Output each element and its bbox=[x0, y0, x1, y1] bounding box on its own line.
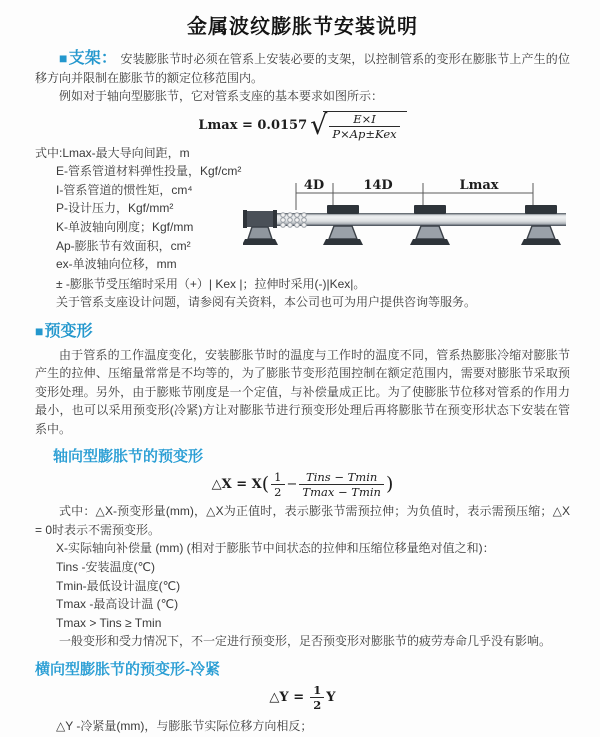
dimension-label-lmax: Lmax bbox=[459, 177, 499, 193]
formula-lmax-radicand bbox=[323, 111, 406, 140]
formula-dx-numerator: Tins − Tmin bbox=[299, 471, 384, 485]
sqrt-radical-icon: √ bbox=[310, 109, 328, 141]
definition-line: Tins -安装温度(℃) bbox=[56, 560, 156, 575]
support-intro-paragraph bbox=[35, 49, 570, 87]
half-numerator: 1 bbox=[310, 684, 324, 698]
definition-line: E-管系管道材料弹性投量，Kgf/cm² bbox=[56, 164, 242, 179]
definition-line: Tmax -最高设计温 (℃) bbox=[56, 597, 179, 612]
support-section-heading bbox=[59, 50, 117, 67]
formula-lmax bbox=[35, 111, 570, 140]
definition-line: X-实际轴向补偿量 (mm) (相对于膨胀节中间状态的拉伸和压缩位移量绝对值之和)： bbox=[56, 541, 495, 556]
dimension-label-14d: 14D bbox=[363, 177, 393, 193]
formula-dy-rhs: Y bbox=[326, 689, 336, 705]
axial-definition-list bbox=[35, 539, 570, 632]
dx-explanation-paragraph: 式中：△X-预变形量(mm)，△X为正值时，表示膨张节需预拉伸；为负值时，表示需预压缩；△X = 0时表示不需预变形。 bbox=[35, 504, 570, 537]
lateral-subsection-heading: 横向型膨胀节的预变形-冷紧 bbox=[35, 660, 220, 678]
close-paren: ) bbox=[385, 473, 394, 496]
pipe-support-diagram-svg bbox=[243, 174, 598, 254]
support-example-line: 例如对于轴向型膨胀节，它对管系支座的基本要求如图所示： bbox=[59, 89, 384, 103]
formula-lmax-numerator: E×I bbox=[329, 113, 399, 127]
definition-line: Tmin-最低设计温度(℃) bbox=[56, 578, 181, 593]
open-paren: ( bbox=[261, 473, 270, 496]
pipe-support-diagram bbox=[243, 174, 598, 254]
support-intro-text: 安装膨胀节时必须在管系上安装必要的支架，以控制管系的变形在膨胀节上产生的位移方向并限制在膨胀节的额定位移范围内。 bbox=[35, 52, 570, 85]
definition-line: ex-单波轴向位移，mm bbox=[56, 257, 177, 272]
lmax-definition-list bbox=[35, 144, 250, 274]
formula-dx-denominator: Tmax − Tmin bbox=[302, 485, 381, 500]
definition-line: P-设计压力，Kgf/mm² bbox=[56, 201, 174, 216]
section-marker-icon: ■ bbox=[35, 322, 44, 339]
formula-lmax-lhs: Lmax = 0.0157 bbox=[198, 117, 308, 133]
formula-dy-lhs: △Y = bbox=[269, 689, 305, 705]
definition-line: K-单波轴向刚度；Kgf/mm bbox=[56, 220, 194, 234]
half-denominator: 2 bbox=[313, 697, 322, 712]
half-denominator: 2 bbox=[274, 485, 282, 500]
definition-line: Ap-膨胀节有效面积，cm² bbox=[56, 238, 191, 253]
pipe-body bbox=[246, 213, 566, 226]
definition-line: I-管系管道的惯性矩，cm⁴ bbox=[56, 182, 193, 197]
service-note-line: 关于管系支座设计问题，请参阅有关资料，本公司也可为用户提供咨询等服务。 bbox=[56, 295, 477, 310]
definition-line: Tmax > Tins ≥ Tmin bbox=[56, 615, 162, 630]
pm-note-line: ± -膨胀节受压缩时采用（+）| Kex |；拉伸时采用(-)|Kex|。 bbox=[56, 276, 366, 291]
pipe-bottom-edge bbox=[246, 224, 566, 225]
formula-delta-y bbox=[35, 684, 570, 711]
definition-line: 式中:Lmax-最大导向间距，m bbox=[35, 145, 190, 160]
support-heading-label: 支架： bbox=[68, 50, 118, 67]
page-title: 金属波纹膨胀节安装说明 bbox=[187, 16, 418, 38]
predeform-body-paragraph: 由于管系的工作温度变化，安装膨胀节时的温度与工作时的温度不同，管系热膨胀冷缩对膨胀节产生的拉伸、压缩量常常是不均等的，为了膨胀节变形范围控制在额定范围内，需要对膨胀节采取预变形处理。另外，由于膨账节刚度是一个定值，与补偿量成正比。为了使膨胀节位移对管系的作用力最小，也可以采用预变形(冷紧)方让对膨胀节进行预变形处理后再将膨胀节在预变形状态下安装在管系中。 bbox=[35, 347, 570, 436]
lateral-note-line: △Y -冷紧量(mm)，与膨胀节实际位移方向相反； bbox=[56, 719, 313, 734]
dimension-label-4d: 4D bbox=[303, 177, 325, 193]
formula-dx-lhs: △X = X bbox=[211, 477, 262, 493]
half-numerator: 1 bbox=[271, 471, 284, 485]
formula-lmax-denominator: P×Ap±Kex bbox=[332, 126, 397, 141]
predeform-section-heading bbox=[35, 321, 570, 342]
axial-note-line: 一般变形和受力情况下，不一定进行预变形，足否预变形对膨胀节的疲劳寿命几乎没有影响。 bbox=[59, 634, 552, 649]
minus-sign: − bbox=[286, 477, 298, 493]
pipe-top-edge bbox=[246, 213, 566, 214]
formula-delta-x bbox=[35, 471, 570, 498]
anchor-fixed-support bbox=[243, 210, 278, 245]
predeform-heading-label: 预变形 bbox=[44, 322, 93, 340]
section-marker-icon: ■ bbox=[59, 50, 68, 66]
definitions-and-diagram-row bbox=[35, 144, 570, 275]
axial-subsection-heading: 轴向型膨胀节的预变形 bbox=[53, 448, 204, 466]
